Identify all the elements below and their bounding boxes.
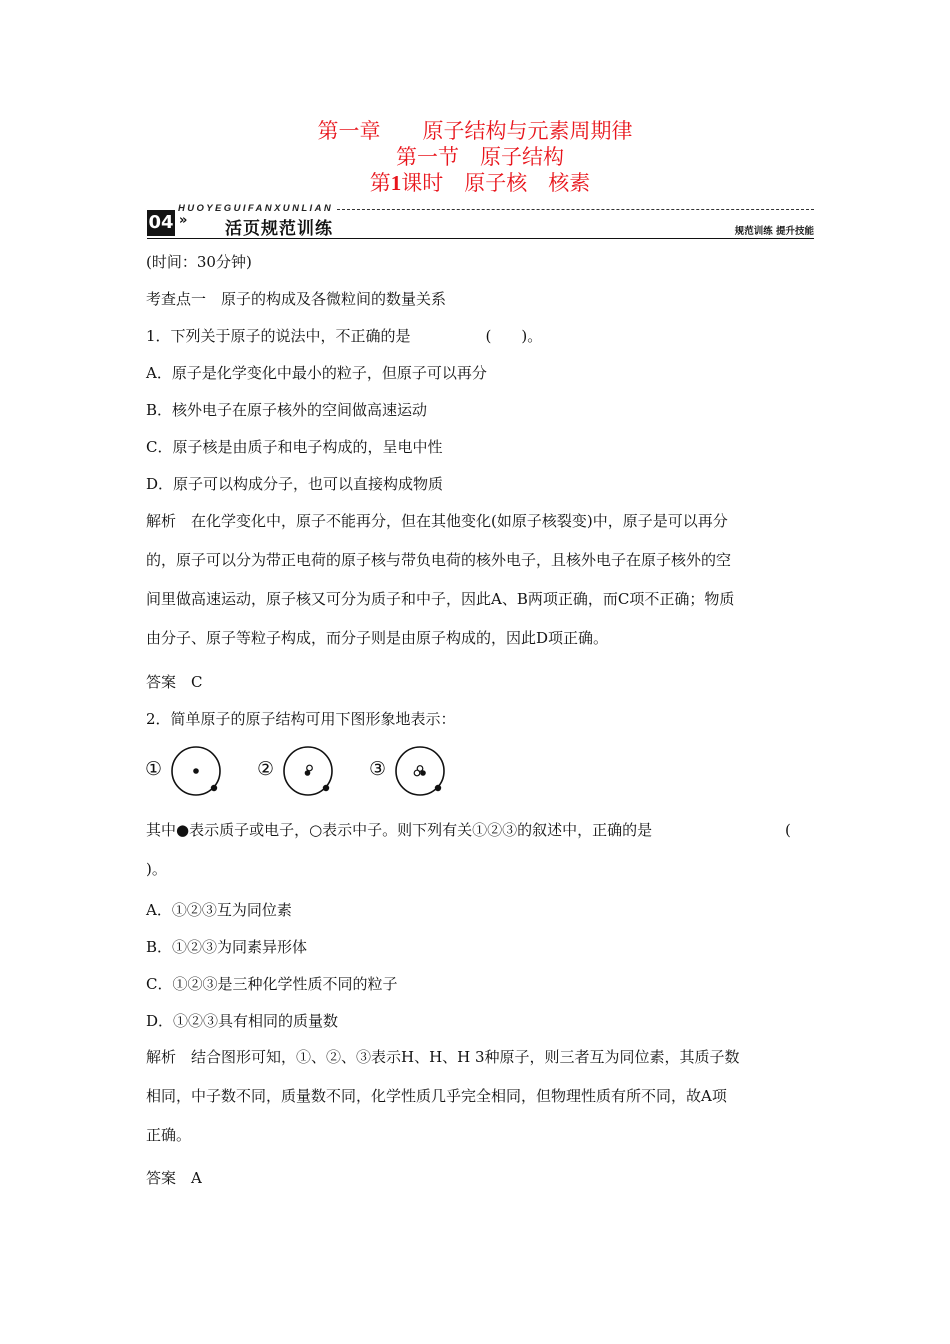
atom-2-neutron [307,765,313,771]
question-1-option-a: A．原子是化学变化中最小的粒子，但原子可以再分 [146,364,487,382]
atom-3-diagram [393,744,449,800]
banner-tagline: 规范训练 提升技能 [734,226,814,237]
atom-1-electron [211,785,217,791]
banner-label: 活页规范训练 [225,219,333,239]
time-note: (时间：30分钟) [146,253,252,271]
question-2-option-c: C．①②③是三种化学性质不同的粒子 [146,975,398,993]
atom-3-neutron [414,770,420,776]
banner-number-badge: 04 [147,210,175,236]
question-2-bracket: ( [785,821,791,839]
atom-3-proton [420,770,426,776]
double-chevron-icon: » [179,213,188,228]
section-banner [147,200,814,242]
analysis-line: 的，原子可以分为带正电荷的原子核与带负电荷的核外电子，且核外电子在原子核外的空 [146,551,732,569]
analysis-line: 正确。 [146,1126,192,1144]
question-2-analysis [146,1038,814,1155]
topic-heading: 考查点一 原子的构成及各微粒间的数量关系 [146,290,447,308]
atom-1-diagram [169,744,225,800]
question-2-description: 其中●表示质子或电子，○表示中子。则下列有关①②③的叙述中，正确的是 [146,821,653,839]
analysis-line: 解析 在化学变化中，原子不能再分，但在其他变化(如原子核裂变)中，原子是可以再分 [146,512,728,530]
atom-label-2: ② [257,758,275,780]
question-1-option-b: B．核外电子在原子核外的空间做高速运动 [146,401,428,419]
lesson-title [0,170,950,196]
atom-1-proton [193,768,199,774]
atom-2-diagram [281,744,337,800]
atom-label-1: ① [145,758,163,780]
chapter-title: 第一章 原子结构与元素周期律 [317,119,633,143]
question-2-stem: 2．简单原子的原子结构可用下图形象地表示： [146,710,456,728]
question-2-option-b: B．①②③为同素异形体 [146,938,308,956]
question-1-option-d: D．原子可以构成分子，也可以直接构成物质 [146,475,444,493]
lesson-rest: 课时 原子核 核素 [401,171,591,195]
atom-diagrams [145,744,465,800]
lesson-number: 1 [390,171,402,195]
question-2-answer: 答案 A [146,1169,202,1187]
atom-label-3: ③ [369,758,387,780]
atom-3-electron [435,785,441,791]
section-title: 第一节 原子结构 [396,145,564,169]
question-2-description-end: )。 [146,860,167,878]
question-1-analysis [146,502,814,658]
question-1-stem: 1．下列关于原子的说法中，不正确的是 ( )。 [146,327,543,345]
analysis-line: 由分子、原子等粒子构成，而分子则是由原子构成的，因此D项正确。 [146,629,609,647]
analysis-line: 解析 结合图形可知，①、②、③表示H、H、H 3种原子，则三者互为同位素，其质子数 [146,1048,740,1066]
banner-pinyin: HUOYEGUIFANXUNLIAN [178,203,334,214]
title-block [0,118,950,196]
question-2-option-a: A．①②③互为同位素 [146,901,292,919]
banner-rule [147,238,814,239]
atom-2-proton [305,770,311,776]
analysis-line: 相同，中子数不同，质量数不同，化学性质几乎完全相同，但物理性质有所不同，故A项 [146,1087,727,1105]
lesson-prefix: 第 [369,171,391,195]
question-2-option-d: D．①②③具有相同的质量数 [146,1012,339,1030]
banner-dashed-line [337,209,814,210]
question-1-answer: 答案 C [146,673,203,691]
question-1-option-c: C．原子核是由质子和电子构成的，呈电中性 [146,438,443,456]
atom-2-electron [323,785,329,791]
analysis-line: 间里做高速运动，原子核又可分为质子和中子，因此A、B两项正确，而C项不正确；物质 [146,590,735,608]
